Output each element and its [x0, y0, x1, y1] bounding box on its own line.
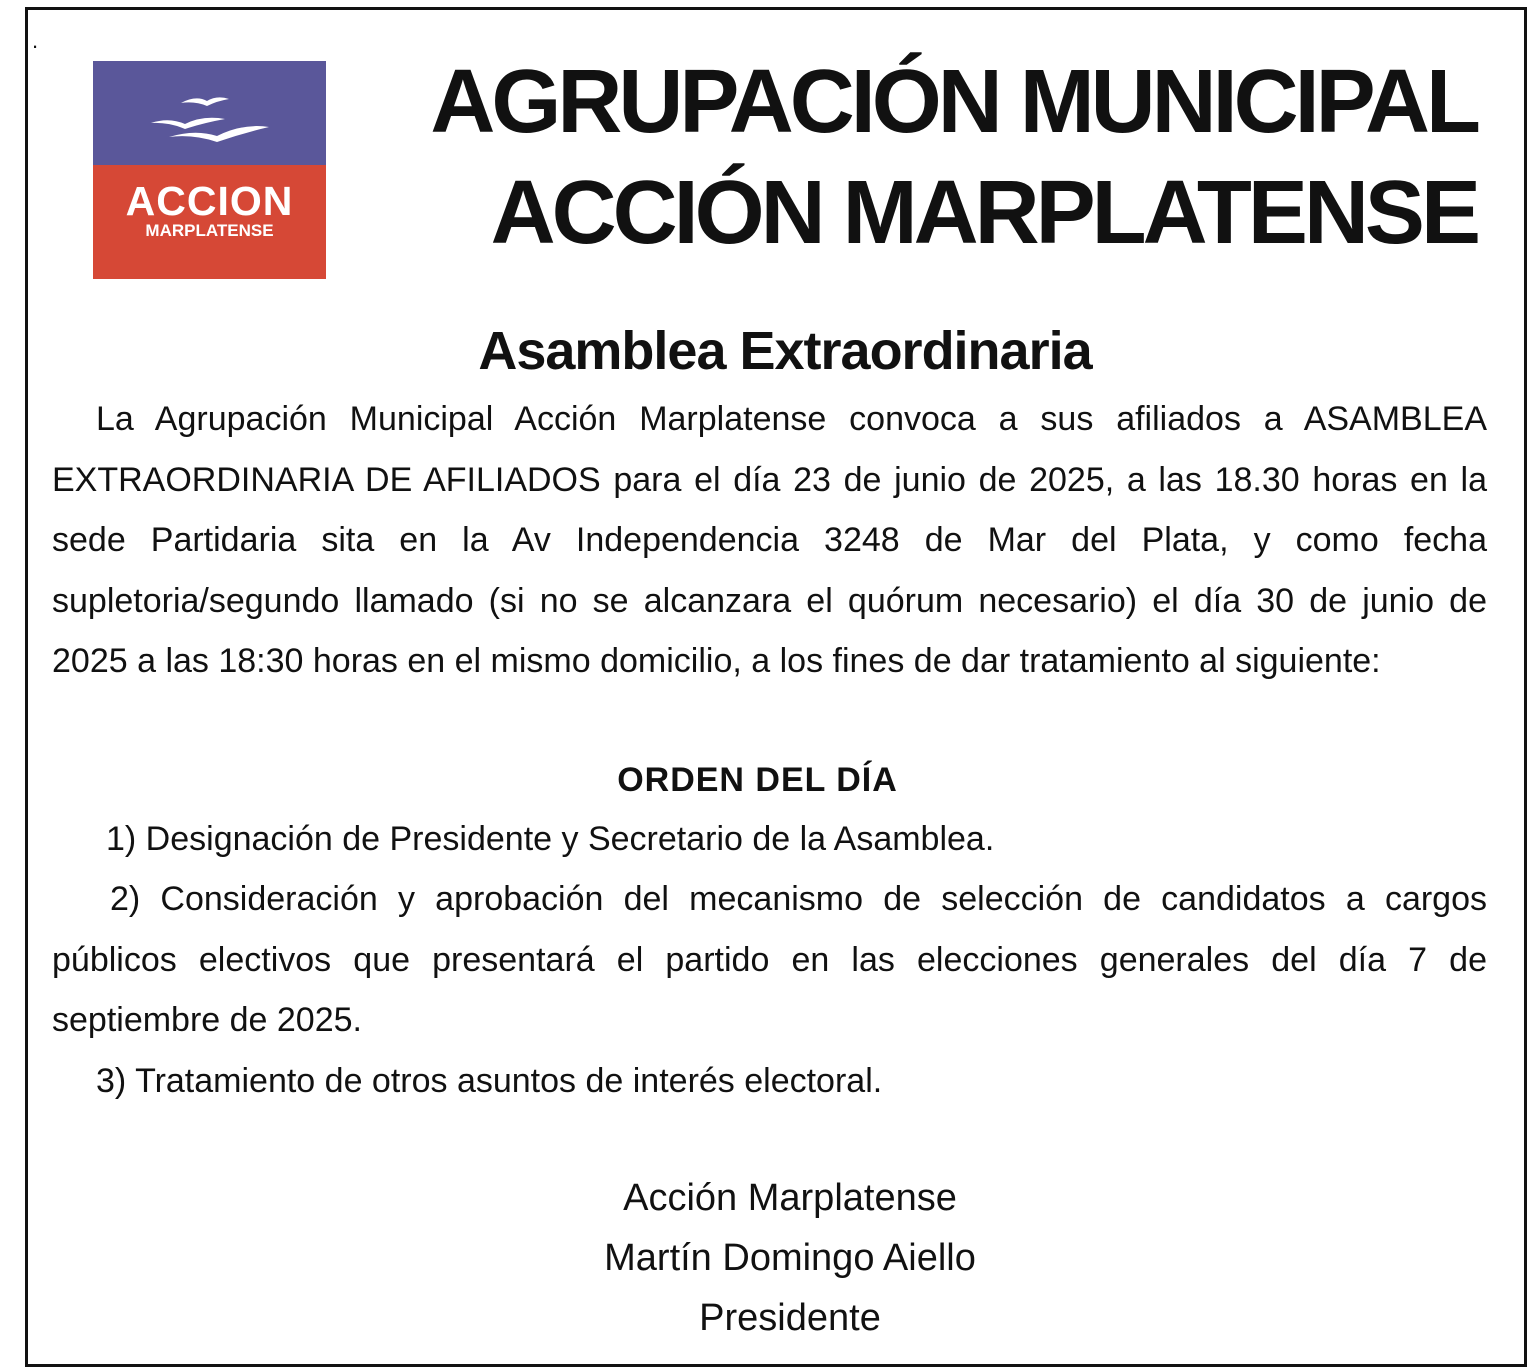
signature-name: Martín Domingo Aiello — [604, 1237, 976, 1279]
logo-word-marplatense: MARPLATENSE — [145, 221, 274, 240]
order-heading: ORDEN DEL DÍA — [617, 761, 898, 799]
signature-role: Presidente — [699, 1297, 881, 1339]
logo-word-accion: ACCION — [125, 178, 294, 224]
stray-dot: . — [32, 28, 39, 53]
seagulls-icon — [93, 61, 326, 165]
title-line-1: AGRUPACIÓN MUNICIPAL — [430, 52, 1477, 152]
order-item-1: 1) Designación de Presidente y Secretario de la Asamblea. — [106, 820, 995, 858]
subtitle: Asamblea Extraordinaria — [478, 321, 1092, 381]
order-item-3: 3) Tratamiento de otros asuntos de interés electoral. — [96, 1062, 883, 1100]
accion-marplatense-logo — [93, 61, 326, 279]
title-line-2: ACCIÓN MARPLATENSE — [490, 163, 1477, 263]
signature-organization: Acción Marplatense — [623, 1177, 957, 1219]
convocation-paragraph: La Agrupación Municipal Acción Marplatense convoca a sus afiliados a ASAMBLEA EXTRAORDINARIA DE AFILIADOS para el día 23 de junio de 2025, a las 18.30 horas en la sede Partidaria sita en la Av Independencia 3248 de Mar del Plata, y como fecha supletoria/segundo llamado (si no se alcanzara el quórum necesario) el día 30 de junio de 2025 a las 18:30 horas en el mismo domicilio, a los fines de dar tratamiento al siguiente: — [52, 400, 1487, 680]
order-item-2: 2) Consideración y aprobación del mecanismo de selección de candidatos a cargos públicos electivos que presentará el partido en las elecciones generales del día 7 de septiembre de 2025. — [52, 880, 1487, 1039]
